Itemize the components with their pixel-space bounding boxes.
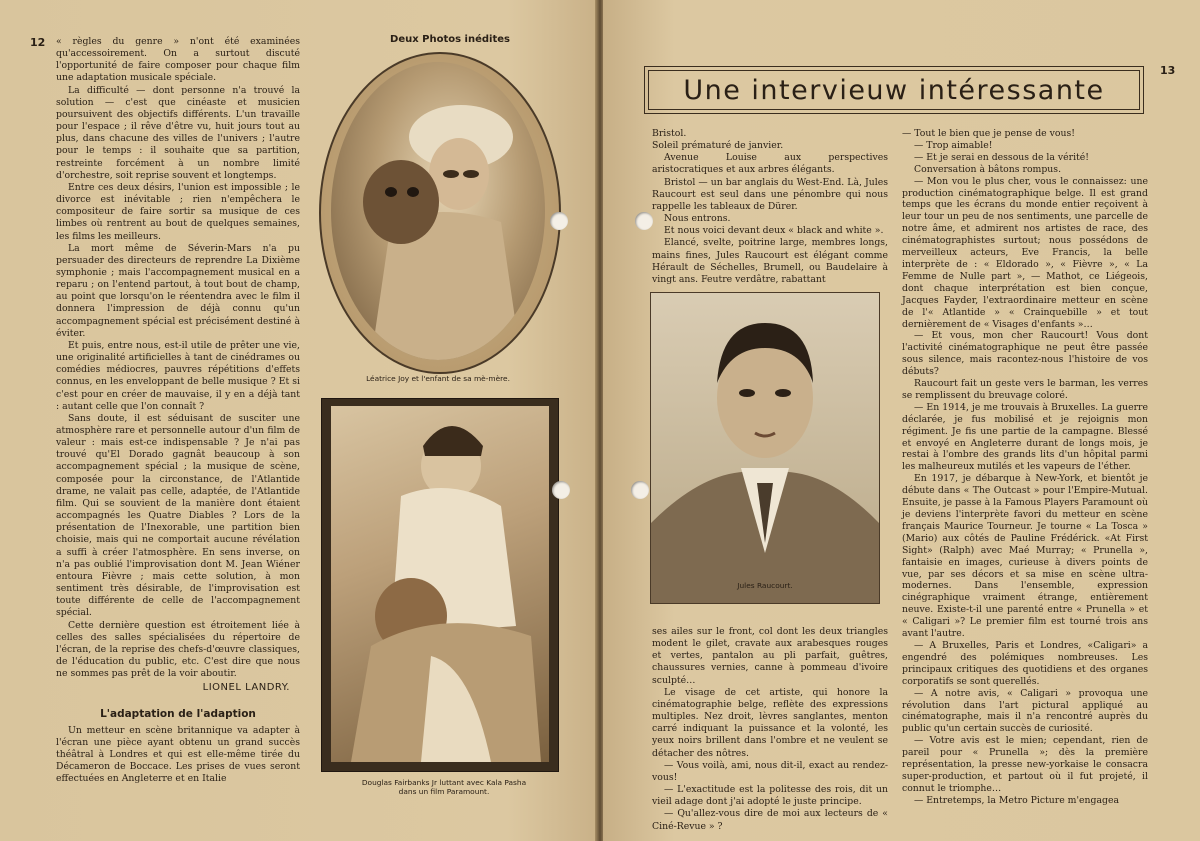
photos-heading: Deux Photos inédites	[390, 34, 510, 45]
photo-douglas-fairbanks	[331, 406, 549, 762]
paragraph: — Entretemps, la Metro Picture m'engagea	[914, 794, 1120, 806]
paragraph: — A notre avis, « Caligari » provoqua une révolution dans l'art pictural appliqué au cinématographe, mais il n'a rencontré auprès du public qu'un certain succès de curiosité.	[902, 687, 1148, 735]
paragraph: Un metteur en scène britannique va adapter à l'écran une pièce ayant obtenu un grand succès théâtral à Londres et qui est elle-même tirée du Décameron de Boccace. Les prises de vues seront effectuées en Angleterre et en Italie	[56, 724, 300, 785]
paragraph: — A Bruxelles, Paris et Londres, «Caligari» a engendré des polémiques nombreuses. Les principaux critiques des quotidiens et des organes corporatifs se sont querellés.	[902, 639, 1148, 687]
article-column-2	[902, 128, 1148, 807]
paragraph: — Qu'allez-vous dire de moi aux lecteurs de « Ciné-Revue » ?	[652, 808, 888, 832]
paragraph: Bristol — un bar anglais du West-End. Là, Jules Raucourt est seul dans une pénombre qui nous rappelle les tableaux de Dürer.	[652, 176, 888, 212]
binding-hole	[635, 212, 653, 230]
photo-caption: Jules Raucourt.	[737, 581, 793, 590]
paragraph: « règles du genre » n'ont été examinées qu'accessoirement. On a surtout discuté l'opportunité de faire composer pour chaque film une adaptation musicale spéciale.	[56, 36, 300, 84]
paragraph: — Vous voilà, ami, nous dit-il, exact au rendez-vous!	[652, 759, 888, 783]
paragraph: Bristol.	[652, 128, 687, 139]
binding-hole	[550, 212, 568, 230]
paragraph: — Mon vou le plus cher, vous le connaissez: une production cinématographique belge. Il est grand temps que les écrans du monde entier reçoivent à leur tour un peu de nos sentiments, une parcelle de notre âme, et admirent nos artistes de race, des cinématographistes surtout; nous possédons de merveilleux acteurs, Eve Francis, la belle interprète de : « Eldorado », « Fièvre », « La Femme de Nulle part », — Mathot, ce Liégeois, dont chaque interprétation est bien conçue, Jacques Fayder, l'extraordinaire metteur en scène de l'« Atlantide » « Crainquebille » et tout dernièrement de « Visages d'enfants »…	[902, 175, 1148, 330]
photo-leatrice-joy	[331, 62, 545, 360]
author-signature: LIONEL LANDRY.	[202, 682, 290, 694]
page-number: 13	[1160, 64, 1176, 77]
paragraph: Le visage de cet artiste, qui honore la cinématographie belge, reflète des expressions multiples. Nez droit, lèvres sanglantes, menton carré indiquant la puissance et la volonté, les yeux noirs brillent dans l'ombre et ne veulent se détacher des nôtres.	[652, 686, 888, 759]
page-number: 12	[30, 36, 46, 49]
article-title: Une intervieuw intéressante	[648, 70, 1140, 110]
paragraph: — Et vous, mon cher Raucourt! Vous dont l'activité cinématographique ne peut être passée sous silence, mais racontez-nous l'histoire de vos débuts?	[902, 330, 1148, 378]
paragraph: Et puis, entre nous, est-il utile de prêter une vie, une originalité artificielles à tant de cinédrames ou comédies médiocres, pauvres répétitions d'effets connus, en les enveloppant de belle musique ? Et si c'est pour en créer de mauvaise, il y en a déjà tant : autant celle que l'on connaît ?	[56, 339, 300, 412]
paragraph: Et nous voici devant deux « black and white ».	[664, 225, 884, 237]
article-column-1-bottom	[652, 626, 888, 833]
paragraph: Soleil prématuré de janvier.	[652, 140, 784, 152]
paragraph: — Tout le bien que je pense de vous!	[902, 128, 1075, 139]
caption-line: Douglas Fairbanks Jr luttant avec Kala Pasha	[361, 778, 527, 787]
photo-caption	[326, 778, 562, 796]
paragraph: — En 1914, je me trouvais à Bruxelles. La guerre déclarée, je fus mobilisé et je rejoignis mon régiment. Je fis une partie de la campagne. Blessé et envoyé en Angleterre durant de longs mois, je restai à l'ombre des grands lits d'un hôpital parmi les malheureux mutilés et les vapeurs de l'éther.	[902, 401, 1148, 473]
paragraph: La mort même de Séverin-Mars n'a pu persuader des directeurs de reprendre La Dixième symphonie ; mais l'accompagnement musical en a reparu ; on l'entend partout, à tout bout de champ, au point que lorsqu'on le réentendra avec le film il donnera l'impression de déjà connu qu'un accompagnement spécial est précisément destiné à éviter.	[56, 242, 300, 339]
paragraph: Nous entrons.	[664, 213, 731, 225]
paragraph: Conversation à bâtons rompus.	[914, 163, 1062, 175]
article-column	[56, 36, 300, 785]
caption-line: dans un film Paramount.	[398, 787, 490, 796]
binding-hole	[552, 481, 570, 499]
paragraph: En 1917, je débarque à New-York, et bientôt je débute dans « The Outcast » pour l'Empire-Mutual. Ensuite, je passe à la Famous Players Paramount où je deviens l'interprète favori du metteur en scène français Maurice Tourneur. Je tourne « La Tosca » (Mario) aux côtés de Pauline Frédérick. «At First Sight» (Ralph) avec Maé Murray; « Prunella », fantaisie en images, curieuse à divers points de vue, par ses décors et sa mise en scène ultra-modernes. Dans l'ensemble, expression cinégraphique vraiment étrange, entièrement neuve. Existe-t-il une parenté entre « Prunella » et « Caligari »? Le premier film est tourné trois ans avant l'autre.	[902, 473, 1148, 640]
paragraph: — Et je serai en dessous de la vérité!	[914, 151, 1090, 163]
article-column-1-top	[652, 128, 888, 286]
paragraph: Cette dernière question est étroitement liée à celles des salles spécialisées du répertoire de l'écran, de la reprise des chefs-d'œuvre classiques, de l'éducation du public, etc. C'est dire que nous ne sommes pas prêt de la voir aboutir.	[56, 619, 300, 680]
photo-jules-raucourt	[650, 292, 880, 604]
paragraph: Entre ces deux désirs, l'union est impossible ; le divorce est inévitable ; rien n'empêchera le compositeur de faire sortir sa musique de ces limbes où rentrent au bout de quelques semaines, les films les meilleurs.	[56, 181, 300, 242]
binding-hole	[631, 481, 649, 499]
paragraph: — L'exactitude est la politesse des rois, dit un vieil adage dont j'ai adopté le juste principe.	[652, 784, 888, 808]
paragraph: — Votre avis est le mien; cependant, rien de pareil pour « Prunella »; dès la première représentation, la presse new-yorkaise le consacra super-production, et partout où il fut projeté, il connut le triomphe…	[902, 735, 1148, 794]
paragraph: Sans doute, il est séduisant de susciter une atmosphère rare et personnelle autour d'un film de valeur : mais est-ce indispensable ? Je n'ai pas trouvé qu'El Dorado gagnât beaucoup à son accompagnement spécial ; la musique de scène, composée pour la circonstance, de l'Atlantide drame, ne valait pas celle, adaptée, de l'Atlantide film. Qui se souvient de la manière dont étaient accompagnés les Quatre Diables ? Lors de la présentation de l'Inexorable, une partition bien choisie, mais qui ne comportait aucune révélation a suffi à créer l'atmosphère. En sens inverse, on n'a pas oublié l'improvisation dont M. Jean Wiéner entoura Fièvre ; mais cette solution, à mon sentiment très désirable, de l'improvisation est toute différente de celle de l'accompagnement spécial.	[56, 412, 300, 619]
paragraph: Raucourt fait un geste vers le barman, les verres se remplissent du breuvage coloré.	[902, 378, 1148, 401]
paragraph: ses ailes sur le front, col dont les deux triangles modent le gilet, cravate aux arabesques rouges et vertes, pantalon au pli parfait, guêtres, chaussures vernies, canne à pommeau d'ivoire sculpté…	[652, 626, 888, 686]
paragraph: — Trop aimable!	[914, 139, 993, 151]
paragraph: Avenue Louise aux perspectives aristocratiques et aux arbres élégants.	[652, 152, 888, 176]
left-page	[0, 0, 597, 841]
paragraph: Elancé, svelte, poitrine large, membres longs, mains fines, Jules Raucourt est élégant comme Hérault de Séchelles, Brumell, ou Baudelaire à vingt ans. Feutre verdâtre, rabattant	[652, 237, 888, 285]
paragraph: La difficulté — dont personne n'a trouvé la solution — c'est que cinéaste et musicien poursuivent des objectifs différents. L'un travaille pour l'espace ; il rêve d'être vu, huit jours tout au plus, dans chacune des villes de l'univers ; l'autre pour le temps : il souhaite que sa partition, restreinte forcément à un nombre limité d'orchestre, soit reprise souvent et longtemps.	[56, 84, 300, 181]
subheading: L'adaptation de l'adaption	[100, 708, 256, 721]
photo-caption: Léatrice Joy et l'enfant de sa mè-mère.	[366, 374, 510, 383]
article-title-box	[644, 66, 1144, 114]
